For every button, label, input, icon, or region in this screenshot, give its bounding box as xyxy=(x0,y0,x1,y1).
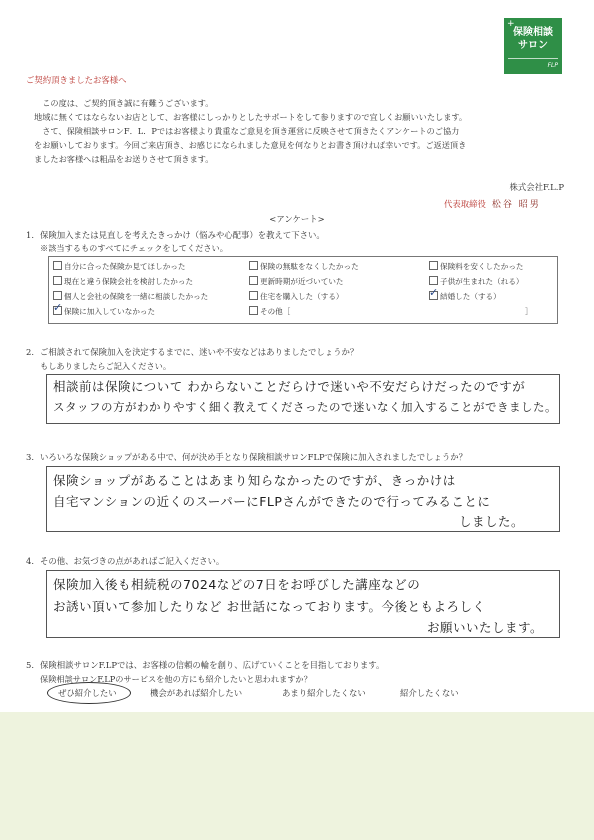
logo-sub: FLP xyxy=(547,62,558,69)
option-label: その他［ xyxy=(260,307,291,316)
checkbox[interactable] xyxy=(249,276,258,285)
question-1 xyxy=(26,229,325,241)
q4-text: その他、お気づきの点があればご記入ください。 xyxy=(40,556,225,566)
logo-plus-mark: + xyxy=(507,19,515,29)
option-label: 保険の無駄をなくしたかった xyxy=(260,262,359,271)
q2-number: 2. xyxy=(26,347,34,357)
q1-instruction: ※該当するものすべてにチェックをしてください。 xyxy=(40,243,228,253)
option-label: 現在と違う保険会社を検討したかった xyxy=(64,277,194,286)
q2-instruction: もしありましたらご記入ください。 xyxy=(40,361,172,371)
company-name: 株式会社F.L.P xyxy=(509,182,564,192)
choice-option[interactable]: ぜひ紹介したい xyxy=(58,688,117,698)
q2-answer-line: 相談前は保険について わからないことだらけで迷いや不安だらけだったのですが xyxy=(53,379,526,394)
q3-answer-line: 自宅マンションの近くのスーパーにFLPさんができたので行ってみることに xyxy=(53,494,491,509)
option-label: 子供が生まれた（れる） xyxy=(440,277,524,286)
checkbox[interactable] xyxy=(53,291,62,300)
rep-title: 代表取締役 xyxy=(444,199,486,209)
question-5 xyxy=(26,659,384,671)
rep-signature: 松谷 昭男 xyxy=(491,200,541,210)
option-item[interactable] xyxy=(53,276,193,287)
logo-line2: サロン xyxy=(518,40,548,51)
survey-title: <アンケート> xyxy=(269,214,325,224)
option-item[interactable] xyxy=(53,306,155,317)
choice-option[interactable]: あまり紹介したくない xyxy=(282,688,366,698)
q3-answer-line: しました。 xyxy=(459,514,525,529)
checkbox[interactable] xyxy=(53,276,62,285)
option-label: 保険に加入していなかった xyxy=(64,307,156,316)
q1-text: 保険加入または見直しを考えたきっかけ（悩みや心配事）を教えて下さい。 xyxy=(40,230,325,240)
salutation: ご契約頂きましたお客様へ xyxy=(26,75,127,85)
option-item[interactable] xyxy=(53,261,186,272)
checkbox[interactable] xyxy=(249,291,258,300)
question-4 xyxy=(26,555,224,567)
checkbox[interactable] xyxy=(429,261,438,270)
option-item[interactable] xyxy=(249,276,344,287)
q4-answer-line: 保険加入後も相続税の7024などの7日をお呼びした講座などの xyxy=(53,577,421,592)
q4-answer-box[interactable] xyxy=(46,570,560,638)
flp-logo xyxy=(504,18,562,74)
option-label: 結婚した（する） xyxy=(440,292,501,301)
q3-number: 3. xyxy=(26,452,34,462)
intro-line: この度は、ご契約頂き誠に有難うございます。 xyxy=(34,98,214,108)
q4-number: 4. xyxy=(26,556,34,566)
option-label: 更新時期が近づいていた xyxy=(260,277,344,286)
logo-line1: 保険相談 xyxy=(513,27,553,38)
checkbox[interactable] xyxy=(249,261,258,270)
q2-text: ご相談されて保険加入を決定するまでに、迷いや不安などはありましたでしょうか？ xyxy=(40,347,359,357)
option-item[interactable] xyxy=(429,276,524,287)
representative xyxy=(444,198,564,211)
q2-answer-line: スタッフの方がわかりやすく細く教えてくださったので迷いなく加入することができました。 xyxy=(53,400,557,414)
option-item[interactable] xyxy=(429,261,524,272)
option-label: 個人と会社の保険を一緒に相談したかった xyxy=(64,292,209,301)
option-item[interactable] xyxy=(429,291,501,302)
option-item[interactable] xyxy=(249,261,359,272)
option-item[interactable] xyxy=(249,306,290,317)
choice-option[interactable]: 機会があれば紹介したい xyxy=(150,688,243,698)
q5-number: 5. xyxy=(26,660,34,670)
q5-question: 保険相談サロンF.LPのサービスを他の方にも紹介したいと思われますか？ xyxy=(40,674,312,684)
option-label: 自分に合った保険か見てほしかった xyxy=(64,262,186,271)
q5-text: 保険相談サロンF.LPでは、お客様の信頼の輪を創り、広げていくことを目指しております。 xyxy=(40,660,385,670)
option-item[interactable] xyxy=(249,291,344,302)
question-3 xyxy=(26,451,467,463)
checkbox[interactable] xyxy=(429,276,438,285)
checkbox[interactable] xyxy=(249,306,258,315)
checkbox-checked[interactable] xyxy=(53,306,62,315)
intro-line: 地域に無くてはならないお店として、お客様にしっかりとしたサポートをして参りますので宜しくお願いいたします。 xyxy=(34,112,468,122)
q4-answer-line: お願いいたします。 xyxy=(427,620,544,635)
bracket-close: ］ xyxy=(525,307,533,316)
q1-options-box xyxy=(48,256,558,324)
question-2 xyxy=(26,346,358,358)
q3-text: いろいろな保険ショップがある中で、何が決め手となり保険相談サロンFLPで保険に加入されましたでしょうか？ xyxy=(40,452,468,462)
q2-answer-box[interactable] xyxy=(46,374,560,424)
q1-number: 1. xyxy=(26,230,34,240)
intro-line: さて、保険相談サロンF．L．Pではお客様より貴重なご意見を頂き運営に反映させて頂きたくアンケートのご協力 xyxy=(34,126,460,136)
footer-band xyxy=(0,712,594,840)
intro-line: ましたお客様へは粗品をお送りさせて頂きます。 xyxy=(34,154,214,164)
checkbox[interactable] xyxy=(53,261,62,270)
intro-line: をお願いしております。今回ご来店頂き、お感じになられました意見を何なりとお書き頂ければ幸いです。ご返送頂き xyxy=(34,140,467,150)
option-label: 住宅を購入した（する） xyxy=(260,292,344,301)
checkbox-checked[interactable] xyxy=(429,291,438,300)
choice-option[interactable]: 紹介したくない xyxy=(400,688,459,698)
logo-divider xyxy=(508,58,558,59)
option-item[interactable] xyxy=(53,291,208,302)
q3-answer-line: 保険ショップがあることはあまり知らなかったのですが、きっかけは xyxy=(53,473,456,488)
q4-answer-line: お誘い頂いて参加したりなど お世話になっております。今後ともよろしく xyxy=(53,599,486,614)
option-label: 保険料を安くしたかった xyxy=(440,262,524,271)
q3-answer-box[interactable] xyxy=(46,466,560,532)
intro-paragraph xyxy=(34,96,564,166)
